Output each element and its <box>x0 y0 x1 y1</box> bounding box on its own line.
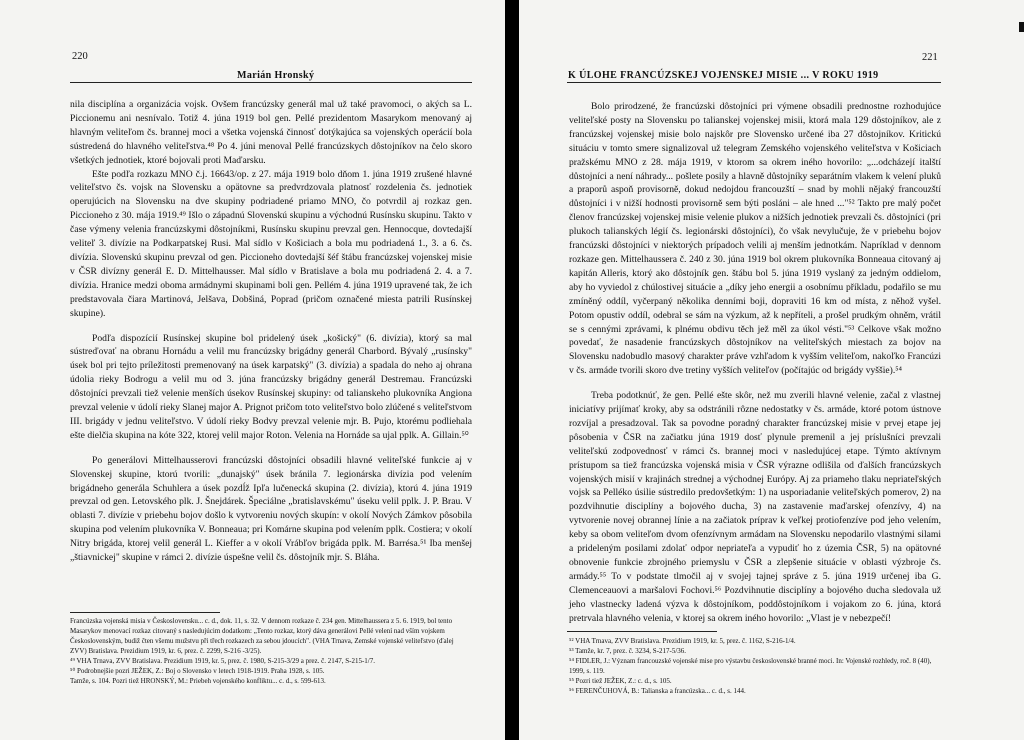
page-number: 221 <box>922 52 938 63</box>
paragraph: Po generálovi Mittelhausserovi francúzski dôstojníci obsadili hlavné veliteľské funkcie aj v Slovenskej skupine, ktorú tvorili: „dunajský" úsek bránila 7. legionárska divízia pod velením brigádneho generála Schuhlera a úsek pozdĺž Ipľa lučenecká skupina (2. divízia), ktorú 4. júna 1919 prevzal od gen. Letovského plk. J. Šnejdárek. Špeciálne „bratislavskému" úseku velil pplk. J. P. Brau. V oblasti 7. divízie v priebehu bojov došlo k vytvoreniu nových skupín: v okolí Nových Zámkov pôsobila skupina pod velením plukovníka V. Bonneaua; pri Komárne skupina pod velením pplk. Costiera; v okolí Nitry brigáda, ktorej velil generál L. Kieffer a v okolí Vrábľov brigáda pplk. M. Barrésa.⁵¹ Iba menšej „štiavnickej" skupine v rámci 2. divízie úspešne velil čs. dôstojník mjr. S. Bláha. <box>70 454 472 564</box>
header-rule <box>567 82 941 83</box>
footnote: Francúzska vojenská misia v Československu... c. d., dok. 11, s. 32. V dennom rozkaze č. 234 gen. Mittelhaussera z 5. 6. 1919, bol tento Masarykov menovací rozkaz citovaný s nasledujúcim dodatkom: „Tento rozkaz, ktorý dáva generálovi Pellé velení nad vším vojskem Československým, budiž čten všemu mužstvu při třech rozkazech za sebou jdoucích". (VHA Trnava, Zemské vojenské veliteľstvo (ďalej ZVV) Bratislava. Prezidium 1919, kr. 6, prez. č. 2299, S-216 -3/25). <box>70 617 454 655</box>
footnote: ⁵² VHA Trnava, ZVV Bratislava. Prezidium 1919, kr. 5, prez. č. 1162, S-216-1/4. <box>569 637 796 645</box>
paragraph: Ešte podľa rozkazu MNO č.j. 16643/op. z 27. mája 1919 bolo dňom 1. júna 1919 zrušené hlavné veliteľstvo čs. vojsk na Slovensku a opätovne sa predvrdzovala platnosť rozdelenia čs. jednotiek operujúcich na Slovensku na dve skupiny podriadené priamo MNO, čo potvrdil aj rozkaz gen. Piccioneho z 30. mája 1919.⁴⁹ Išlo o západnú Slovenskú skupinu a východnú Rusínsku skupinu. Takto v čase výmeny velenia francúzskymi dôstojníkmi, Rusínsku skupinu prevzal gen. Hennocque, dovtedajší veliteľ 3. divízie na Podkarpatskej Rusi. Mal sídlo v Košiciach a bola mu podriadená 1., 3. a 6. čs. divízia. Slovenskú skupinu prevzal od gen. Piccioneho dovtedajší šéf štábu francúzskej vojenskej misie v ČSR divízny generál E. D. Mittelhausser. Mal sídlo v Bratislave a bola mu podriadená 2. 4. a 7. divízia. Hranice medzi oboma armádnymi skupinami boli gen. Pellém 4. júna 1919 upravené tak, že ich predstavovala čiara Martinová, Jelšava, Dobšiná, Poprad (pričom označené miesta patrili Rusínskej skupine). <box>70 168 472 319</box>
right-page <box>519 0 1024 740</box>
paragraph: nila disciplína a organizácia vojsk. Ovšem francúzsky generál mal už také pravomoci, o akých sa L. Piccionemu ani nesnívalo. Totiž 4. júna 1919 bol gen. Pellé prezidentom Masarykom menovaný aj hlavným veliteľom čs. brannej moci a všetka vojenská činnosť dotýkajúca sa vojenských operácií bola sústredená do hlavného veliteľstva.⁴⁸ Po 4. júni menoval Pellé francúzskych dôstojníkov na čelo skoro všetkých jednotiek, ktoré bojovali proti Maďarsku. <box>70 99 472 166</box>
footnote: ⁵⁶ FERENČUHOVÁ, B.: Talianska a francúzska... c. d., s. 144. <box>569 687 746 695</box>
running-head: K ÚLOHE FRANCÚZSKEJ VOJENSKEJ MISIE ... V ROKU 1919 <box>568 70 879 81</box>
body-text <box>569 100 941 626</box>
left-page <box>0 0 505 740</box>
page-number: 220 <box>72 51 88 62</box>
footnotes <box>70 616 472 686</box>
page-edge-mark <box>1019 22 1024 32</box>
paragraph: Bolo prirodzené, že francúzski dôstojníci pri výmene obsadili prednostne rozhodujúce veliteľské posty na Slovensku po talianskej vojenskej misii, ktorá mala 129 dôstojníkov, ale z francúzskej vojenskej misie bolo najskôr pre Slovensko určené iba 27 dôstojníkov. Kritickú situáciu v tomto smere signalizoval už telegram Zemského vojenského veliteľstva v Košiciach pražskému MNO z 28. mája 1919, v ktorom sa okrem iného hovorilo: „...odcházejí italští důstojníci a není náhrady... pošlete posily a hlavně důstojníky separátním vlakem k velení pluků a praporů aspoň provisorně, dokud nedojdou francouzští – snad by mohli nějaký francouzští důstojníci i v nižší hodnosti provisorně sem býti posláni – ale hned ..."⁵² Takto pre malý počet členov francúzskej vojenskej misie velenie plukov a nižších jednotiek prevzali čs. dôstojníci (pri plukoch talianských légií čs. legionárski dôstojníci), čo však nevylučuje, že v priebehu bojov francúzski dôstojníci v niektorých prípadoch velili aj menším jednotkám. Napríklad v dennom rozkaze gen. Mittelhaussera č. 240 z 30. júna 1919 bol okrem plukovníka Bonneaua citovaný aj kapitán Alleris, ktorý ako dôstojník gen. štábu bol 5. júna 1919 vyslaný za jedným oddielom, aby ho vyviedol z chúlostivej situácie a „díky jeho energii a osobnímu příkladu, podařilo se mu zmíněný oddíl, vyčerpaný několika denními boji, dopraviti 16 km od místa, z něhož vyšel. Potom opustiv oddíl, odebral se sám na výzkum, až k nepříteli, a prošel prudkým ohněm, vrátil se s cennými zprávami, k plnému obdivu těch jež měl za úkol vésti."⁵³ Celkove však možno povedať, že nasadenie francúzskych dôstojníkov na veliteľských miestach za bojov na Slovensku nadobudlo masový charakter práve vzhľadom k vyšším veliteľom, nakoľko Francúzi v čs. armáde tvorili skoro dve tretiny vyšších veliteľov (počítajúc od brigády vyššie).⁵⁴ <box>569 101 941 377</box>
footnote-separator <box>567 631 717 632</box>
footnote: ⁵⁵ Pozri tiež JEŽEK, Z.: c. d., s. 105. <box>569 677 672 685</box>
paragraph: Podľa dispozícií Rusínskej skupine bol pridelený úsek „košický" (6. divízia), ktorý sa mal sústreďovať na obranu Hornádu a velil mu francúzsky brigádny generál Charbord. Bývalý „rusínsky" úsek bol pri tejto príležitosti premenovaný na úsek karpatský" (3. divízia) a spadala do neho aj ohrana údolia rieky Bodrogu a velil mu od 3. júna francúzsky brigádny generál Destremau. Francúzski dôstojníci prevzali tiež velenie menších úsekov Rusínskej skupiny: od talianskeho plukovníka Angiona prevzal velenie v údolí rieky Slanej major A. Prignot pričom toto veliteľstvo bolo zlúčené s veliteľstvom III. brigády v jednu veliteľstvo. V údolí rieky Bodvy prevzal velenie mjr. B. Pujo, ktorému podliehala ešte dielčia skupina na kóte 322, ktorej velil major Roton. Velenia na Hornáde sa ujal pplk. A. Gillain.⁵⁰ <box>70 332 472 441</box>
running-head: Marián Hronský <box>237 70 315 81</box>
footnote: Tamže, s. 104. Pozri tiež HRONSKÝ, M.: Priebeh vojenského konfliktu... c. d., s. 599-613. <box>70 677 326 685</box>
body-text <box>70 98 472 565</box>
footnote: ⁵⁰ Podrobnejšie pozri JEŽEK, Z.: Boj o Slovensko v letech 1918-1919. Praha 1928, s. 105. <box>70 667 325 675</box>
footnote: ⁵⁴ FIDLER, J.: Význam francouzské vojenské mise pro výstavbu československé branné moci. In: Vojenské rozhledy, roč. 8 (40), 1999, s. 119. <box>569 657 932 675</box>
footnote: ⁵³ Tamže, kr. 7, prez. č. 3234, S-217-5/36. <box>569 647 687 655</box>
footnote-separator <box>70 612 220 613</box>
header-rule <box>70 82 472 83</box>
footnote: ⁴⁹ VHA Trnava, ZVV Bratislava. Prezidium 1919, kr. 5, prez. č. 1980, S-215-3/29 a prez. č. 2147, S-215-1/7. <box>70 657 375 665</box>
paragraph: Treba podotknúť, že gen. Pellé ešte skôr, než mu zverili hlavné velenie, začal z vlastnej iniciatívy prijímať kroky, aby sa odstránili rôzne nedostatky v čs. armáde, ktoré potom ústnove rozvíjal a presadzoval. Tak sa povodne poradný charakter francúzskej misie v prvej etape jej pôsobenia v ČSR na začiatku júna 1919 dosť plynule premenil a jej príslušníci prevzali veliteľskú zodpovednosť v rámci čs. brannej moci v nasledujúcej etape. Týmto aktívnym prístupom sa tiež francúzska vojenská misia v ČSR výrazne odlišila od ďalších francúzskych vojenských misií v krajinách strednej a východnej Európy. Aj za priameho tlaku nepriateľských vojsk sa Pelléko úsilie sústredilo predovšetkým: 1) na usporiadanie veliteľských pomerov, 2) na pozdvihnutie disciplíny a bojového ducha, 3) na zastavenie maďarskej ofenzívy, 4) na vytvorenie novej obrannej línie a na začiatok príprav k veľkej protiofenzíve pod jeho velením, keby sa obom veliteľom dvom ofenzívnym armádam na Slovensku nepodarilo vlastnými silami a prideleným posilami zdolať odpor nepriateľa a vypudiť ho z územia ČSR, 5) na opätovné obnovenie funkcie zbrojného priemyslu v ČSR a zlepšenie situácie v oblasti výzbroje čs. armády.⁵⁵ To v podstate tlmočil aj v svojej tajnej správe z 5. júna 1919 určenej iba G. Clemenceauovi a maršalovi Fochovi.⁵⁶ Pozdvihnutie disciplíny a bojového ducha sledovala už jeho vlastnecky ladená výzva k dôstojníkom, poddôstojníkom i vojakom zo 6. júna, ktorá pretrvala hlavného velenia, v ktorej sa okrem iného hovorilo: „Vlast je v nebezpečí! <box>569 390 941 624</box>
footnotes <box>569 636 941 696</box>
